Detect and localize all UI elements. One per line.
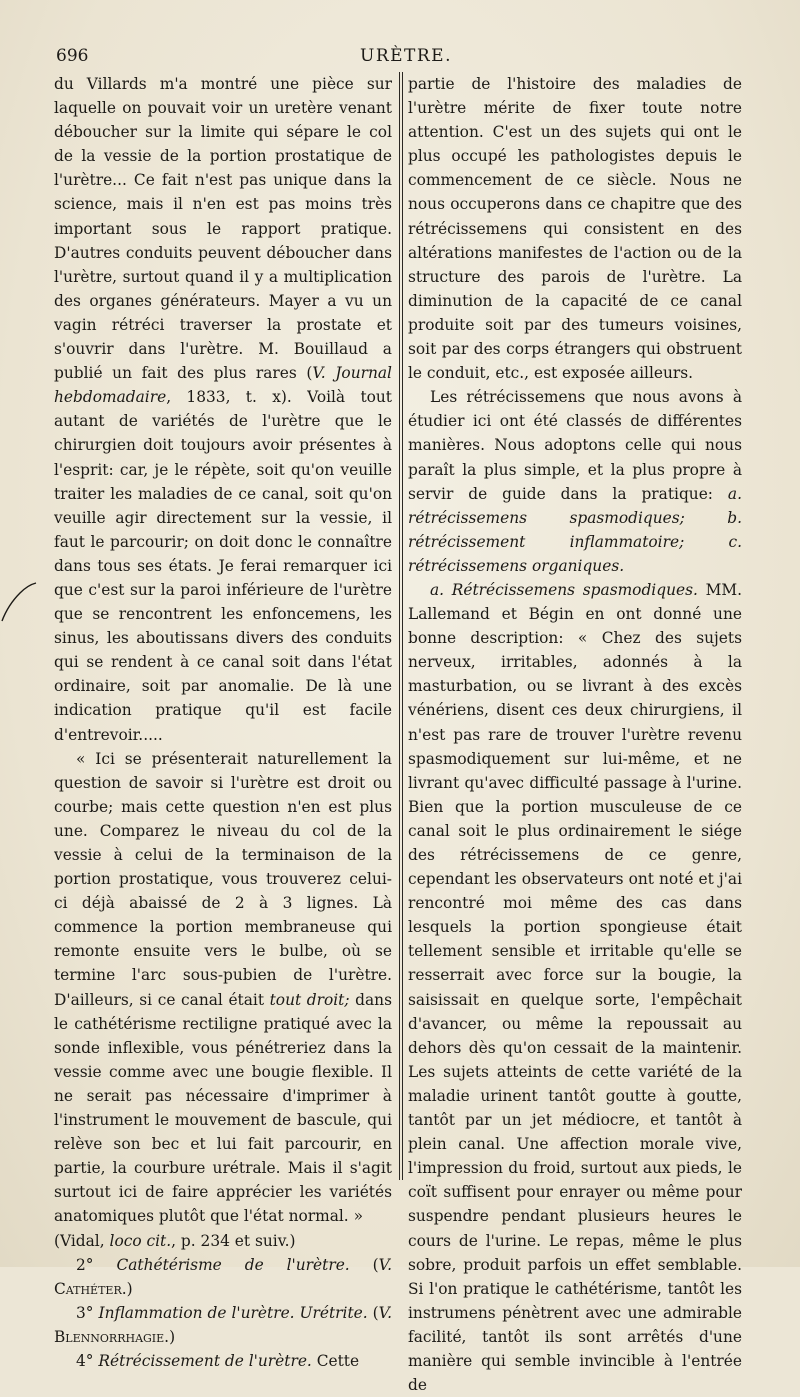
right-column (408, 72, 742, 1397)
left-column (54, 72, 392, 1373)
section-3-heading: 3° Inflammation de l'urètre. Urétrite. (V. Blennorrhagie.) (54, 1303, 392, 1346)
right-paragraph-3: a. Rétrécissemens spasmodiques. MM. Lallemand et Bégin en ont donné une bonne description: « Chez des sujets nerveux, irritables, adonnés à la masturbation, ou se livrant à des excès vénériens, disent ces deux chirurgiens, il n'est pas rare de trouver l'urètre revenu spasmodiquement sur lui-même, et ne livrant qu'avec difficulté passage à l'urine. Bien que la portion musculeuse de ce canal soit le plus ordinairement le siége des rétrécissemens de ce genre, cependant les observateurs ont noté et j'ai rencontré moi même des cas dans lesquels la portion spongieuse était tellement sensible et irritable qu'elle se resserrait avec force sur la bougie, la saisissait en quelque sorte, l'empêchait d'avancer, ou même la repoussait au dehors dès qu'on cessait de la maintenir. Les sujets atteints de cette variété de la maladie urinent tantôt goutte à goutte, tantôt par un jet médiocre, et tantôt à plein canal. Une affection morale vive, l'impression du froid, surtout aux pieds, le coït suffisent pour enrayer ou même pour suspendre pendant plusieurs heures le cours de l'urine. Le repas, même le plus sobre, produit parfois un effet semblable. Si l'on pratique le cathétérisme, tantôt les instrumens pénètrent avec une admirable facilité, tantôt ils sont arrêtés d'une manière qui semble invincible à l'entrée de (408, 580, 742, 1395)
running-title: URÈTRE. (360, 46, 452, 66)
subsection-a-title: a. Rétrécissemens spasmodiques. (430, 580, 698, 599)
section-4-heading: 4° Rétrécissement de l'urètre. Cette (76, 1351, 360, 1370)
margin-pen-mark (0, 575, 40, 625)
right-paragraph-2: Les rétrécissemens que nous avons à étudier ici ont été classés de différentes manières. Nous adoptons celle qui nous paraît la plus simple, et la plus propre à servir de guide dans la pratique: a. rétrécissemens spasmodiques; b. rétrécissement inflammatoire; c. rétrécissemens organiques. (408, 388, 742, 575)
left-paragraph-2: « Ici se présenterait naturellement la question de savoir si l'urètre est droit ou courbe; mais cette question n'en est plus une. Comparez le niveau du col de la vessie à celui de la terminaison de la portion prostatique, vous trouverez celui-ci déjà abaissé de 2 à 3 lignes. Là commence la portion membraneuse qui remonte ensuite vers le bulbe, où se termine l'arc sous-pubien de l'urètre. D'ailleurs, si ce canal était tout droit; dans le cathétérisme rectiligne pratiqué avec la sonde inflexible, vous pénétreriez dans la vessie comme avec une bougie flexible. Il ne serait pas nécessaire d'imprimer à l'instrument le mouvement de bascule, qui relève son bec et lui fait parcourir, en partie, la courbure urétrale. Mais il s'agit surtout ici de faire apprécier les variétés anatomiques plutôt que l'état normal. » (54, 749, 392, 1226)
section-2-heading: 2° Cathétérisme de l'urètre. (V. Cathéter.) (54, 1255, 392, 1298)
page-header (56, 46, 756, 70)
page-number: 696 (56, 46, 89, 66)
column-rule-right (402, 72, 403, 1180)
column-rule-left (399, 72, 400, 1180)
left-paragraph-1: du Villards m'a montré une pièce sur laquelle on pouvait voir un uretère venant déboucher sur la limite qui sépare le col de la vessie de la portion prostatique de l'urètre... Ce fait n'est pas unique dans la science, mais il n'en est pas moins très important sous le rapport pratique. D'autres conduits peuvent déboucher dans l'urètre, surtout quand il y a multiplication des organes générateurs. Mayer a vu un vagin rétréci traverser la prostate et s'ouvrir dans l'urètre. M. Bouillaud a publié un fait des plus rares (V. Journal hebdomadaire, 1833, t. x). Voilà tout autant de variétés de l'urètre que le chirurgien doit toujours avoir présentes à l'esprit: car, je le répète, soit qu'on veuille traiter les maladies de ce canal, soit qu'on veuille agir directement sur la vessie, il faut le parcourir; on doit donc le connaître dans tous ses états. Je ferai remarquer ici que c'est sur la paroi inférieure de l'urètre que se rencontrent les enfoncemens, les sinus, les aboutissans divers des conduits qui se rendent à ce canal soit dans l'état ordinaire, soit par anomalie. De là une indication pratique qu'il est facile d'entrevoir..... (54, 75, 392, 744)
left-citation: (Vidal, loco cit., p. 234 et suiv.) (54, 1231, 296, 1250)
right-paragraph-1: partie de l'histoire des maladies de l'urètre mérite de fixer toute notre attention. C'est un des sujets qui ont le plus occupé les pathologistes depuis le commencement de ce siècle. Nous ne nous occuperons dans ce chapitre que des rétrécissemens qui consistent en des altérations manifestes de l'action ou de la structure des parois de l'urètre. La diminution de la capacité de ce canal produite soit par des tumeurs voisines, soit par des corps étrangers qui obstruent le conduit, etc., est exposée ailleurs. (408, 75, 742, 383)
